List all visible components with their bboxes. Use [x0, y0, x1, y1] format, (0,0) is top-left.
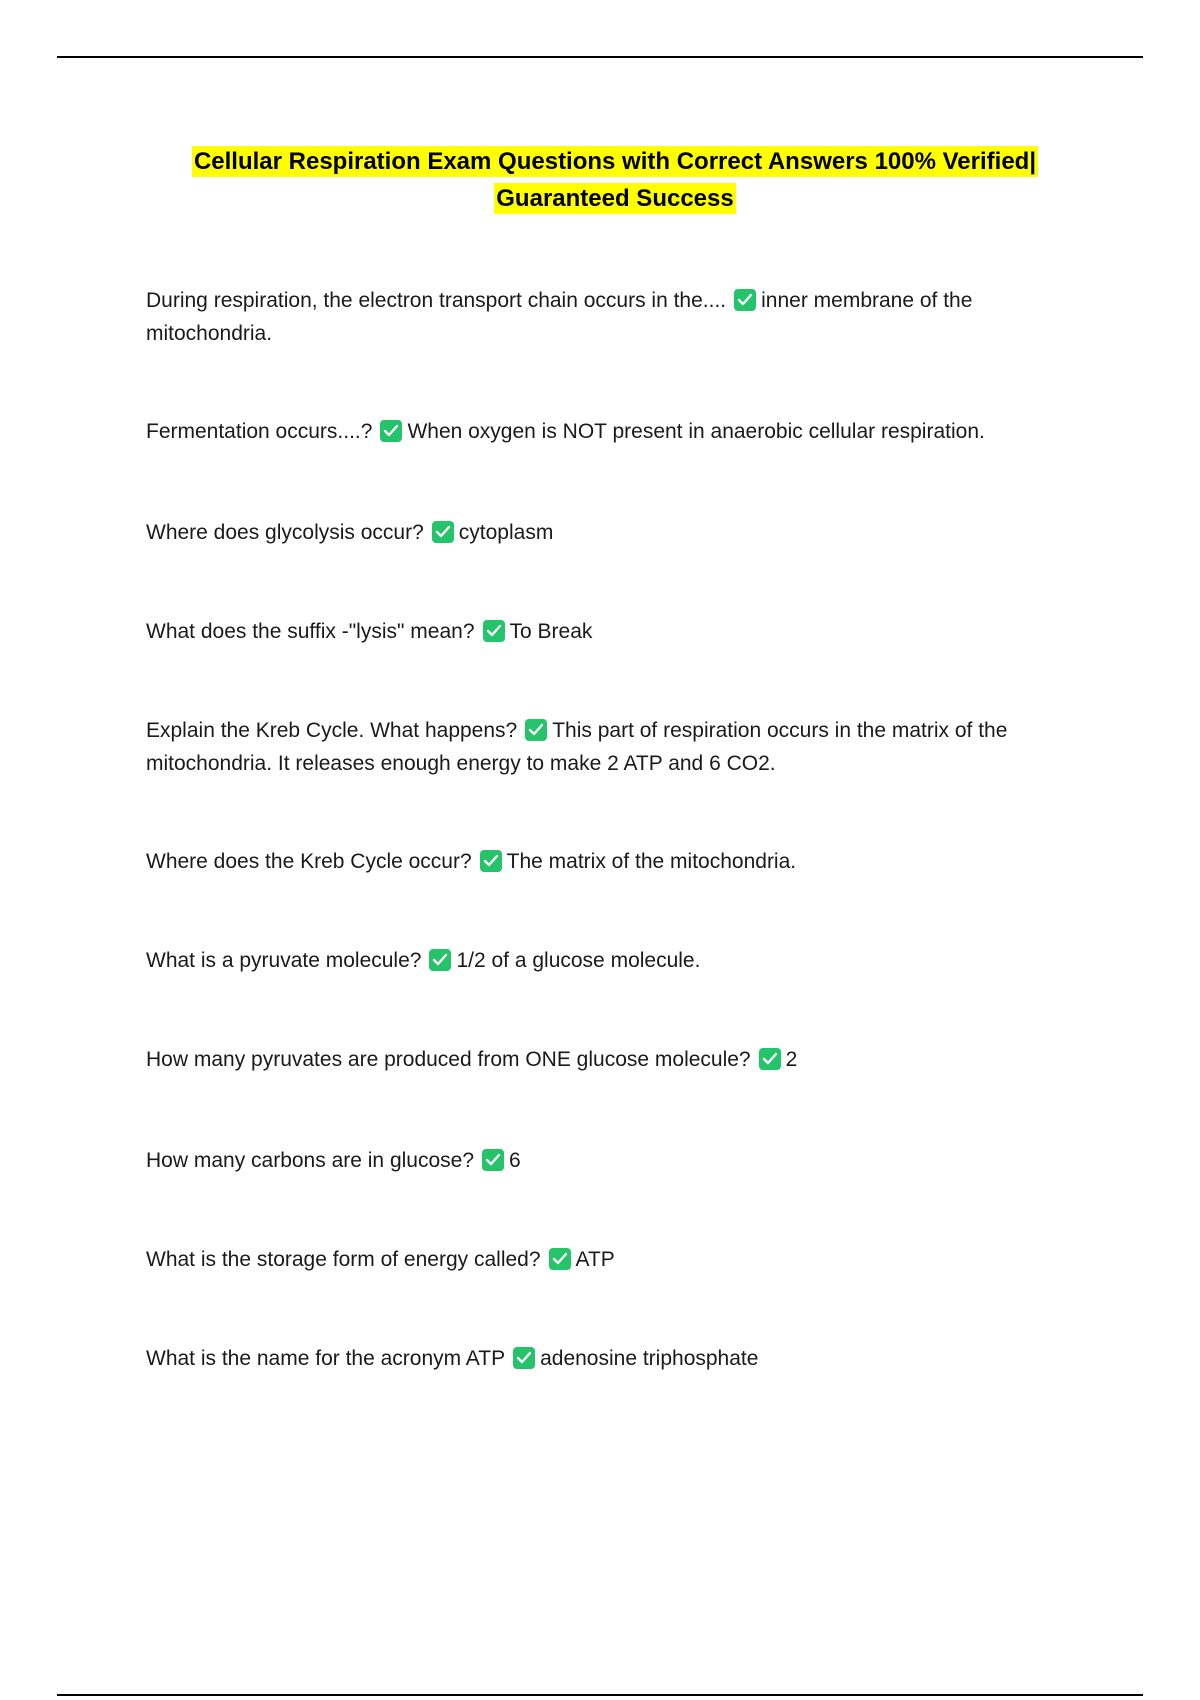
- bottom-rule: [57, 1694, 1143, 1696]
- qa-item: [146, 845, 1096, 878]
- check-mark-icon: [513, 1347, 535, 1369]
- qa-item: [146, 1043, 1096, 1076]
- question-text: What is a pyruvate molecule?: [146, 949, 422, 972]
- answer-text: 2: [785, 1048, 798, 1071]
- question-text: Explain the Kreb Cycle. What happens?: [146, 719, 518, 742]
- answer-text: adenosine triphosphate: [540, 1347, 759, 1370]
- answer-text: The matrix of the mitochondria.: [506, 850, 797, 873]
- question-text: Where does the Kreb Cycle occur?: [146, 850, 472, 873]
- answer-text: cytoplasm: [458, 521, 554, 544]
- question-text: What is the name for the acronym ATP: [146, 1347, 506, 1370]
- qa-item: [146, 714, 1096, 780]
- qa-item: [146, 284, 1096, 350]
- answer-text: inner membrane of the mitochondria.: [146, 289, 973, 345]
- qa-item: [146, 415, 1096, 448]
- answer-text: To Break: [509, 620, 593, 643]
- title-line-1: Cellular Respiration Exam Questions with Correct Answers 100% Verified|: [193, 148, 1037, 175]
- check-mark-icon: [482, 1149, 504, 1171]
- question-text: How many carbons are in glucose?: [146, 1149, 475, 1172]
- check-mark-icon: [429, 949, 451, 971]
- answer-text: ATP: [575, 1248, 615, 1271]
- check-mark-icon: [480, 850, 502, 872]
- answer-text: 6: [509, 1149, 521, 1172]
- document-title: [130, 143, 1100, 217]
- question-text: During respiration, the electron transport chain occurs in the....: [146, 289, 727, 312]
- question-text: How many pyruvates are produced from ONE glucose molecule?: [146, 1048, 751, 1071]
- answer-text: 1/2 of a glucose molecule.: [456, 949, 701, 972]
- question-text: Where does glycolysis occur?: [146, 521, 424, 544]
- question-text: What is the storage form of energy called?: [146, 1248, 541, 1271]
- check-mark-icon: [432, 521, 454, 543]
- qa-item: [146, 615, 1096, 648]
- qa-item: [146, 1243, 1096, 1276]
- qa-item: [146, 516, 1096, 549]
- check-mark-icon: [380, 420, 402, 442]
- answer-text: This part of respiration occurs in the matrix of the mitochondria. It releases enough energy to make 2 ATP and 6 CO2.: [146, 719, 1008, 775]
- top-rule: [57, 56, 1143, 58]
- qa-item: [146, 1342, 1096, 1375]
- check-mark-icon: [759, 1048, 781, 1070]
- question-text: What does the suffix -"lysis" mean?: [146, 620, 475, 643]
- qa-item: [146, 1144, 1096, 1177]
- check-mark-icon: [483, 620, 505, 642]
- check-mark-icon: [525, 719, 547, 741]
- check-mark-icon: [549, 1248, 571, 1270]
- question-text: Fermentation occurs....?: [146, 420, 373, 443]
- title-line-2: Guaranteed Success: [496, 185, 734, 212]
- check-mark-icon: [734, 289, 756, 311]
- qa-item: [146, 944, 1096, 977]
- answer-text: When oxygen is NOT present in anaerobic cellular respiration.: [407, 420, 985, 443]
